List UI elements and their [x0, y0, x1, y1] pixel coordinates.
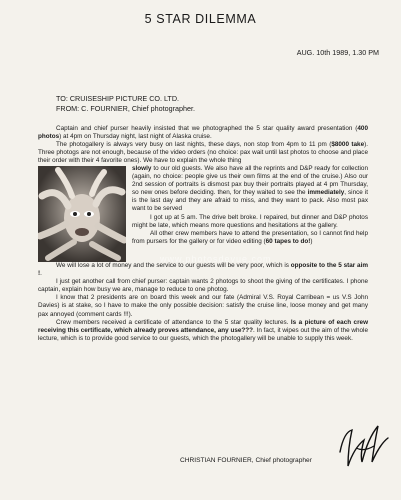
portrait-photo-icon — [38, 166, 126, 262]
from-line: FROM: C. FOURNIER, Chief photographer. — [56, 104, 196, 113]
paragraph-7: I know that 2 presidents are on board this week and our fate (Admiral V.S. Royal Carribean = us V.S John Davies) is at stake, so I have to make the only possible decision: satisfy the cruise line, loose money and get many pax annoyed (comment cards !!!). — [38, 294, 368, 318]
watermark: www.photosdevue.com — [160, 254, 272, 264]
paragraph-4: All other crew members have to attend the presentation, so I cannot find help from pursers for the gallery or for video editing (60 tapes to do!) — [132, 229, 368, 245]
document-date: AUG. 10th 1989, 1.30 PM — [296, 48, 379, 57]
photo-hands-face — [38, 166, 126, 262]
paragraph-2-cont: slowly to our old guests. We also have all the reprints and D&P ready for collection (again, no choice: people give us their own films at the end of the cruise.) Also our 2nd session of portraits is dismost pax buy their portraits played at 4 pm Thursday, so new ones before deciding. then, for they waited to see the immediately, since it is the last day and they are afraid to miss, and they want to pack. Also most pax want to be served — [132, 165, 368, 213]
memo-body — [38, 125, 368, 343]
paragraph-8: Crew members received a certificate of attendance to the 5 star quality lectures. Is a picture of each crew receiving this certificate, which already proves attendance, any use???. In fact, it wipes out the aim of the whole lecture, which is to provide good service to our guests, which the photogallery will be unable to supply this week. — [38, 318, 369, 342]
handwritten-signature-icon — [334, 418, 394, 478]
signature-line: CHRISTIAN FOURNIER, Chief photographer — [180, 457, 312, 464]
paragraph-3: I got up at 5 am. The drive belt broke. I repaired, but dinner and D&P photos might be late, which means more questions and hesitations at the gallery. — [132, 213, 368, 229]
address-block — [56, 94, 195, 114]
paragraph-1: Captain and chief purser heavily insisted that we photographed the 5 star quality award presentation (400 photos) at 4pm on Thursday night, last night of Alaska cruise. — [38, 125, 368, 141]
paragraph-6: I just get another call from chief purser: captain wants 2 photogs to shoot the giving of the certificates. I phone captain, explain how busy we are, manage to reduce to one photog. — [38, 278, 368, 294]
to-line: TO: CRUISESHIP PICTURE CO. LTD. — [56, 94, 180, 103]
paragraph-5: We will lose a lot of money and the service to our guests will be very poor, which is opposite to the 5 star aim !. — [38, 262, 368, 278]
document-title: 5 STAR DILEMMA — [144, 12, 257, 26]
paragraph-2: The photogallery is always very busy on last nights, these days, non stop from 4pm to 11 pm ($8000 take). Three photogs are not enough, because of the video orders (no choice: pax wait until last photos to choose and place their order with their 4 favorite ones). We have to explain the whole thing — [38, 141, 368, 165]
